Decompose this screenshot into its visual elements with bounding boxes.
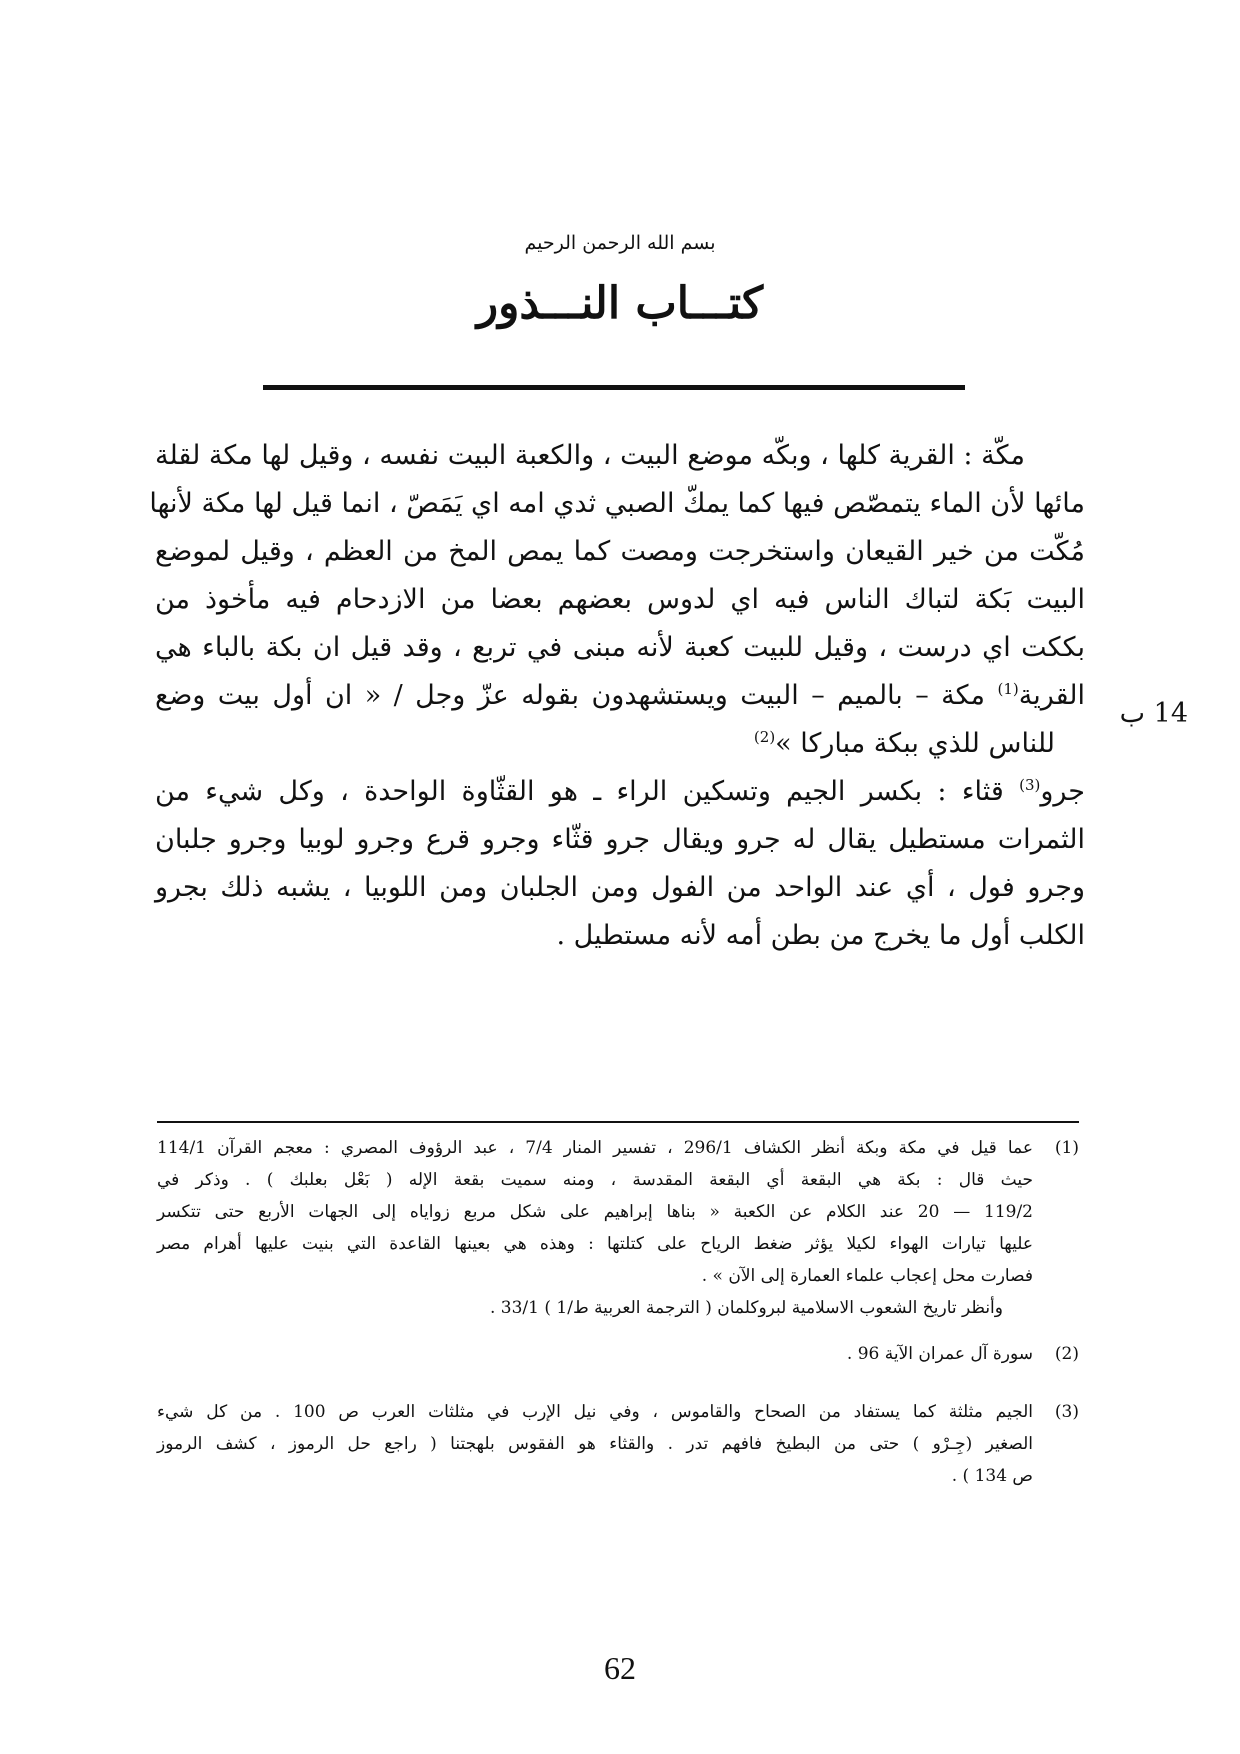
text-line: وجرو فول ، أي عند الواحد من الفول ومن الجلبان ومن اللوبيا ، يشبه ذلك بجرو bbox=[155, 872, 1085, 903]
footnote-line: وأنظر تاريخ الشعوب الاسلامية لبروكلمان ( الترجمة العربية ط/1 ) 33/1 . bbox=[489, 1298, 1003, 1318]
footnote-number: (2) bbox=[1054, 1344, 1079, 1364]
footnote-separator bbox=[157, 1121, 1079, 1123]
chapter-title: كتـــاب النـــذور bbox=[476, 278, 764, 329]
text-line: بككت اي درست ، وقيل للبيت كعبة لأنه مبنى في تربع ، وقد قيل ان بكة بالباء هي bbox=[155, 632, 1086, 663]
footnote-number: (3) bbox=[1054, 1402, 1079, 1422]
text-line bbox=[155, 672, 1085, 720]
text-fragment: للناس للذي ببكة مباركا » bbox=[775, 728, 1055, 759]
page-number: 62 bbox=[604, 1650, 636, 1686]
footnote-line: سورة آل عمران الآية 96 . bbox=[846, 1344, 1033, 1364]
title-underline bbox=[263, 385, 965, 390]
text-fragment: مكة – بالميم – البيت ويستشهدون بقوله عزّ وجل / « ان أول بيت وضع bbox=[155, 680, 998, 711]
footnote-line: فصارت محل إعجاب علماء العمارة إلى الآن » . bbox=[701, 1266, 1033, 1286]
main-text bbox=[149, 432, 1086, 960]
footnote-ref-3: (3) bbox=[1019, 776, 1041, 794]
footnote-number: (1) bbox=[1054, 1138, 1079, 1158]
footnote-1 bbox=[157, 1132, 1079, 1324]
text-line bbox=[155, 768, 1085, 816]
text-fragment: قثاء : بكسر الجيم وتسكين الراء ـ هو القثّاوة الواحدة ، وكل شيء من bbox=[155, 776, 1020, 807]
text-line: الثمرات مستطيل يقال له جرو ويقال جرو قثّاء وجرو قرع وجرو لوبيا وجرو جلبان bbox=[155, 824, 1085, 855]
text-line: الكلب أول ما يخرج من بطن أمه لأنه مستطيل . bbox=[556, 920, 1085, 951]
basmala: بسم الله الرحمن الرحيم bbox=[524, 232, 716, 254]
folio-margin-note: 14 ب bbox=[1119, 698, 1188, 729]
footnotes bbox=[157, 1132, 1079, 1492]
text-line bbox=[155, 720, 1085, 768]
text-line: مكّة : القرية كلها ، وبكّه موضع البيت ، والكعبة البيت نفسه ، وقيل لها مكة لقلة bbox=[155, 440, 1025, 471]
footnote-line: عليها تيارات الهواء لكيلا يؤثر ضغط الرياح على كتلتها : وهذه هي بعينها القاعدة التي بنيت عليها أهرام مصر bbox=[157, 1234, 1033, 1254]
footnote-2 bbox=[157, 1338, 1079, 1370]
text-fragment: القرية bbox=[1018, 680, 1085, 711]
footnote-line: الصغير (جِـرْو ) حتى من البطيخ فافهم تدر . والقثاء هو الفقوس بلهجتنا ( راجع حل الرموز ، كشف الرموز bbox=[157, 1434, 1033, 1454]
footnote-line: حيث قال : بكة هي البقعة أي البقعة المقدسة ، ومنه سميت بقعة الإله ( بَعْل بعلبك ) . وذكر في bbox=[157, 1170, 1033, 1190]
footnote-line: عما قيل في مكة وبكة أنظر الكشاف 296/1 ، تفسير المنار 7/4 ، عبد الرؤوف المصري : معجم القرآن 114/1 bbox=[157, 1138, 1034, 1158]
footnote-ref-2: (2) bbox=[753, 728, 776, 746]
text-line: مُكّت من خير القيعان واستخرجت ومصت كما يمص المخ من العظم ، وقيل لموضع bbox=[155, 536, 1085, 567]
text-line: البيت بَكة لتباك الناس فيه اي لدوس بعضهم بعضا من الازدحام فيه مأخوذ من bbox=[155, 584, 1085, 615]
text-fragment: جرو bbox=[1040, 776, 1085, 807]
footnote-line: 119/2 — 20 عند الكلام عن الكعبة « بناها إبراهيم على شكل مربع زواياه إلى الجهات الأربع حتى تتكسر bbox=[157, 1202, 1033, 1222]
footnote-line: ص 134 ) . bbox=[951, 1466, 1033, 1486]
footnote-3 bbox=[157, 1396, 1079, 1492]
text-line: مائها لأن الماء يتمصّص فيها كما يمكّ الصبي ثدي امه اي يَمَصّ ، انما قيل لها مكة لأنها bbox=[149, 488, 1085, 519]
footnote-line: الجيم مثلثة كما يستفاد من الصحاح والقاموس ، وفي نيل الإرب في مثلثات العرب ص 100 . من كل شيء bbox=[157, 1402, 1033, 1422]
footnote-ref-1: (1) bbox=[997, 680, 1019, 698]
